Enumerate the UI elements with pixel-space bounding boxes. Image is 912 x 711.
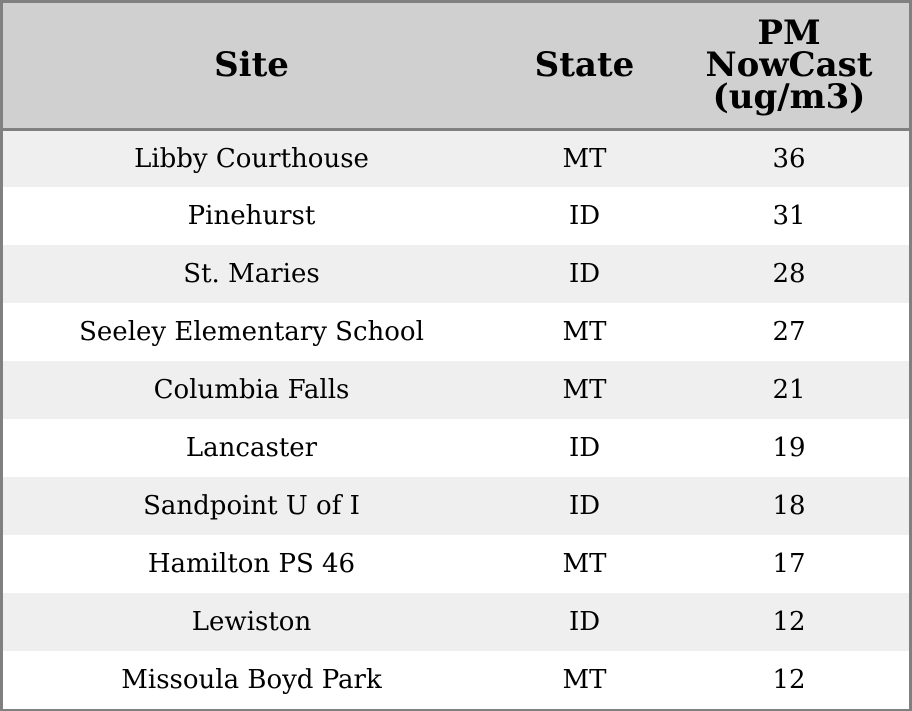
table-header <box>3 3 909 129</box>
cell-site: Pinehurst <box>187 201 316 231</box>
cell-site: Missoula Boyd Park <box>121 665 382 695</box>
table-row <box>3 593 909 651</box>
cell-pm-nowcast: 36 <box>772 143 806 174</box>
cell-state: MT <box>562 143 607 174</box>
table-row <box>3 187 909 245</box>
table-row <box>3 535 909 593</box>
table-row <box>3 245 909 303</box>
header-row <box>3 3 909 129</box>
table-row <box>3 129 909 187</box>
cell-state: MT <box>562 375 607 405</box>
table-row <box>3 419 909 477</box>
column-header-pm-nowcast-label: PM NowCast (ug/m3) <box>705 13 873 118</box>
column-header-site: Site <box>3 3 500 129</box>
table-row <box>3 303 909 361</box>
cell-pm-nowcast: 17 <box>772 549 806 579</box>
cell-pm-nowcast: 19 <box>772 433 806 463</box>
cell-site: Columbia Falls <box>153 375 350 405</box>
cell-pm-nowcast: 18 <box>772 491 806 521</box>
table-row <box>3 477 909 535</box>
cell-state: ID <box>568 433 601 463</box>
cell-pm-nowcast: 31 <box>772 201 806 231</box>
cell-state: ID <box>568 491 601 521</box>
cell-state: MT <box>562 549 607 579</box>
cell-site: Libby Courthouse <box>134 143 369 174</box>
cell-state: ID <box>568 259 601 289</box>
cell-site: Lewiston <box>191 607 312 637</box>
cell-site: St. Maries <box>183 259 320 289</box>
cell-state: MT <box>562 665 607 695</box>
cell-pm-nowcast: 27 <box>772 317 806 347</box>
table-body <box>3 129 909 709</box>
cell-site: Seeley Elementary School <box>79 317 424 347</box>
cell-state: ID <box>568 607 601 637</box>
cell-pm-nowcast: 28 <box>772 259 806 289</box>
data-table <box>3 3 909 709</box>
column-header-state: State <box>500 3 669 129</box>
cell-pm-nowcast: 12 <box>772 607 806 637</box>
cell-state: ID <box>568 201 601 231</box>
cell-site: Lancaster <box>185 433 318 463</box>
table-row <box>3 361 909 419</box>
cell-pm-nowcast: 21 <box>772 375 806 405</box>
cell-site: Hamilton PS 46 <box>147 549 356 579</box>
table-row <box>3 651 909 709</box>
cell-state: MT <box>562 317 607 347</box>
cell-pm-nowcast: 12 <box>772 665 806 695</box>
column-header-pm-nowcast <box>669 3 909 129</box>
cell-site: Sandpoint U of I <box>143 491 360 521</box>
